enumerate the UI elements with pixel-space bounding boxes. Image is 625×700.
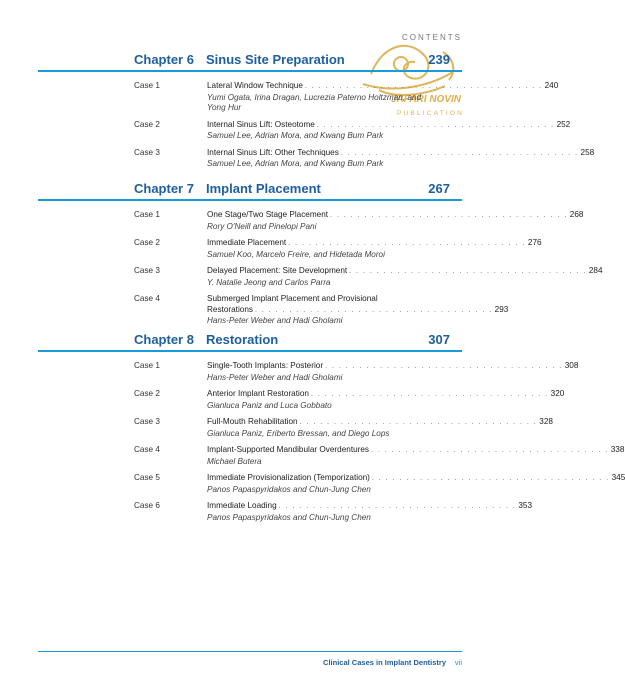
case-entry: [38, 119, 571, 142]
case-label: Case 3: [134, 417, 160, 426]
chapter-7: [38, 181, 603, 327]
case-title: Full-Mouth Rehabilitation: [207, 417, 298, 426]
watermark-subtitle: PUBLICATION: [397, 110, 465, 117]
case-page: 338: [610, 445, 625, 454]
case-label: Case 1: [134, 361, 160, 370]
case-title-lead: Submerged Implant Placement and Provisional: [207, 294, 378, 303]
case-title: One Stage/Two Stage Placement: [207, 210, 329, 219]
watermark-name: JAFARI NOVIN: [391, 94, 462, 105]
chapter-page: 307: [428, 332, 450, 347]
case-authors: Yong Hur: [207, 103, 242, 112]
case-label: Case 1: [134, 81, 160, 90]
leader-dots: . . . . . . . . . . . . . . . . . . . . . . . . . . . . . . . . . . .: [340, 149, 579, 157]
case-authors: Samuel Lee, Adrian Mora, and Kwang Bum Park: [207, 159, 384, 168]
case-entry: [38, 210, 584, 232]
case-title: Delayed Placement: Site Development: [207, 266, 348, 275]
case-title-line[interactable]: [207, 304, 509, 317]
leader-dots: . . . . . . . . . . . . . . . . . . . . . . . . . . . . . . . . . . .: [304, 83, 543, 90]
leader-dots: . . . . . . . . . . . . . . . . . . . . . . . . . . . . . . . . . . .: [371, 447, 609, 454]
case-page: 258: [580, 147, 595, 157]
case-entry: [38, 294, 509, 327]
leader-dots: . . . . . . . . . . . . . . . . . . . . . . . . . . . . . . . . . . .: [349, 268, 587, 275]
case-entry: [38, 501, 533, 523]
case-authors: Panos Papaspyridakos and Chun-Jung Chen: [207, 484, 371, 494]
case-title: Immediate Loading: [207, 501, 277, 510]
case-page: 345: [611, 473, 625, 482]
case-title-line[interactable]: [207, 389, 565, 401]
case-title: Immediate Provisionalization (Temporization): [207, 473, 370, 482]
case-entry: [38, 473, 625, 495]
case-entry: [38, 238, 542, 260]
leader-dots: . . . . . . . . . . . . . . . . . . . . . . . . . . . . . . . . . . .: [254, 306, 493, 314]
chapter-title: Implant Placement: [206, 181, 321, 196]
case-authors: Gianluca Paniz and Luca Gobbato: [207, 400, 332, 410]
case-title: Restorations: [207, 304, 253, 314]
case-label: Case 1: [134, 210, 160, 219]
chapter-page: 239: [428, 52, 450, 67]
footer-page-number: vii: [454, 658, 462, 667]
chapter-number: Chapter 8: [134, 332, 194, 347]
case-page: 284: [588, 266, 603, 275]
case-entry: [38, 81, 559, 114]
case-title-line[interactable]: [207, 473, 625, 485]
case-title-line[interactable]: [207, 210, 584, 222]
case-entry: [38, 417, 553, 439]
case-title-line[interactable]: [207, 266, 603, 278]
case-title: Internal Sinus Lift: Other Techniques: [207, 147, 339, 157]
case-title-line[interactable]: [207, 445, 625, 457]
case-label: Case 5: [134, 473, 160, 482]
case-authors: Michael Butera: [207, 456, 262, 466]
case-authors: Samuel Lee, Adrian Mora, and Kwang Bum Park: [207, 131, 384, 140]
chapter-8: [38, 332, 625, 523]
case-authors: Y. Natalie Jeong and Carlos Parra: [207, 277, 331, 287]
case-entry: [38, 361, 579, 383]
page-footer: [38, 651, 462, 672]
chapter-6: [38, 52, 595, 170]
case-title-line[interactable]: [207, 501, 533, 513]
case-title-line[interactable]: [207, 119, 571, 132]
case-title: Immediate Placement: [207, 238, 287, 247]
chapter-title: Restoration: [206, 332, 279, 347]
case-label: Case 2: [134, 238, 160, 247]
case-authors: Samuel Koo, Marcelo Freire, and Hidetada Moroi: [207, 249, 385, 259]
leader-dots: . . . . . . . . . . . . . . . . . . . . . . . . . . . . . . . . . . .: [330, 212, 568, 219]
case-authors: Panos Papaspyridakos and Chun-Jung Chen: [207, 512, 371, 522]
chapter-number: Chapter 6: [134, 52, 194, 67]
case-label: Case 2: [134, 389, 160, 398]
leader-dots: . . . . . . . . . . . . . . . . . . . . . . . . . . . . . . . . . . .: [278, 503, 517, 510]
leader-dots: . . . . . . . . . . . . . . . . . . . . . . . . . . . . . . . . . . .: [316, 121, 555, 129]
running-head: CONTENTS: [402, 33, 462, 42]
case-title-line[interactable]: [207, 81, 559, 93]
case-label: Case 3: [134, 266, 160, 275]
case-page: 293: [494, 304, 509, 314]
chapter-page: 267: [428, 181, 450, 196]
case-page: 268: [569, 210, 584, 219]
leader-dots: . . . . . . . . . . . . . . . . . . . . . . . . . . . . . . . . . . .: [310, 391, 549, 398]
case-page: 308: [564, 361, 579, 370]
case-entry: [38, 266, 603, 288]
case-page: 353: [518, 501, 533, 510]
case-title-line[interactable]: [207, 147, 595, 160]
case-title-line[interactable]: [207, 238, 542, 250]
case-title: Implant-Supported Mandibular Overdentures: [207, 445, 370, 454]
case-page: 276: [527, 238, 542, 247]
case-authors: Rory O'Neill and Pinelopi Pani: [207, 221, 317, 231]
case-page: 252: [556, 119, 571, 129]
footer-book-title: Clinical Cases in Implant Dentistry: [323, 658, 446, 667]
chapter-number: Chapter 7: [134, 181, 194, 196]
case-entry: [38, 389, 565, 411]
case-title: Single-Tooth Implants: Posterior: [207, 361, 324, 370]
chapter-heading: [38, 181, 462, 201]
chapter-heading: [38, 52, 462, 72]
case-title-line[interactable]: [207, 417, 553, 429]
case-authors: Hans-Peter Weber and Hadi Gholami: [207, 372, 343, 382]
chapter-title: Sinus Site Preparation: [206, 52, 345, 67]
case-page: 320: [550, 389, 565, 398]
case-title: Internal Sinus Lift: Osteotome: [207, 119, 315, 129]
leader-dots: . . . . . . . . . . . . . . . . . . . . . . . . . . . . . . . . . . .: [288, 240, 526, 247]
case-entry: [38, 147, 595, 170]
case-title: Lateral Window Technique: [207, 81, 303, 90]
case-title-line[interactable]: [207, 361, 579, 373]
case-label: Case 2: [134, 119, 160, 129]
case-label: Case 4: [134, 445, 160, 454]
case-authors: Gianluca Paniz, Eriberto Bressan, and Diego Lops: [207, 428, 390, 438]
case-label: Case 6: [134, 501, 160, 510]
case-authors: Yumi Ogata, Irina Dragan, Lucrezia Paterno Holtzman, and: [207, 92, 422, 102]
case-page: 328: [539, 417, 553, 426]
leader-dots: . . . . . . . . . . . . . . . . . . . . . . . . . . . . . . . . . . .: [325, 363, 563, 370]
leader-dots: . . . . . . . . . . . . . . . . . . . . . . . . . . . . . . . . . . .: [371, 475, 610, 482]
case-label: Case 3: [134, 147, 160, 157]
chapter-heading: [38, 332, 462, 352]
case-authors: Hans-Peter Weber and Hadi Gholami: [207, 316, 343, 325]
case-title: Anterior Implant Restoration: [207, 389, 309, 398]
leader-dots: . . . . . . . . . . . . . . . . . . . . . . . . . . . . . . . . . . .: [299, 419, 538, 426]
case-entry: [38, 445, 625, 467]
case-page: 240: [544, 81, 559, 90]
case-label: Case 4: [134, 294, 160, 303]
